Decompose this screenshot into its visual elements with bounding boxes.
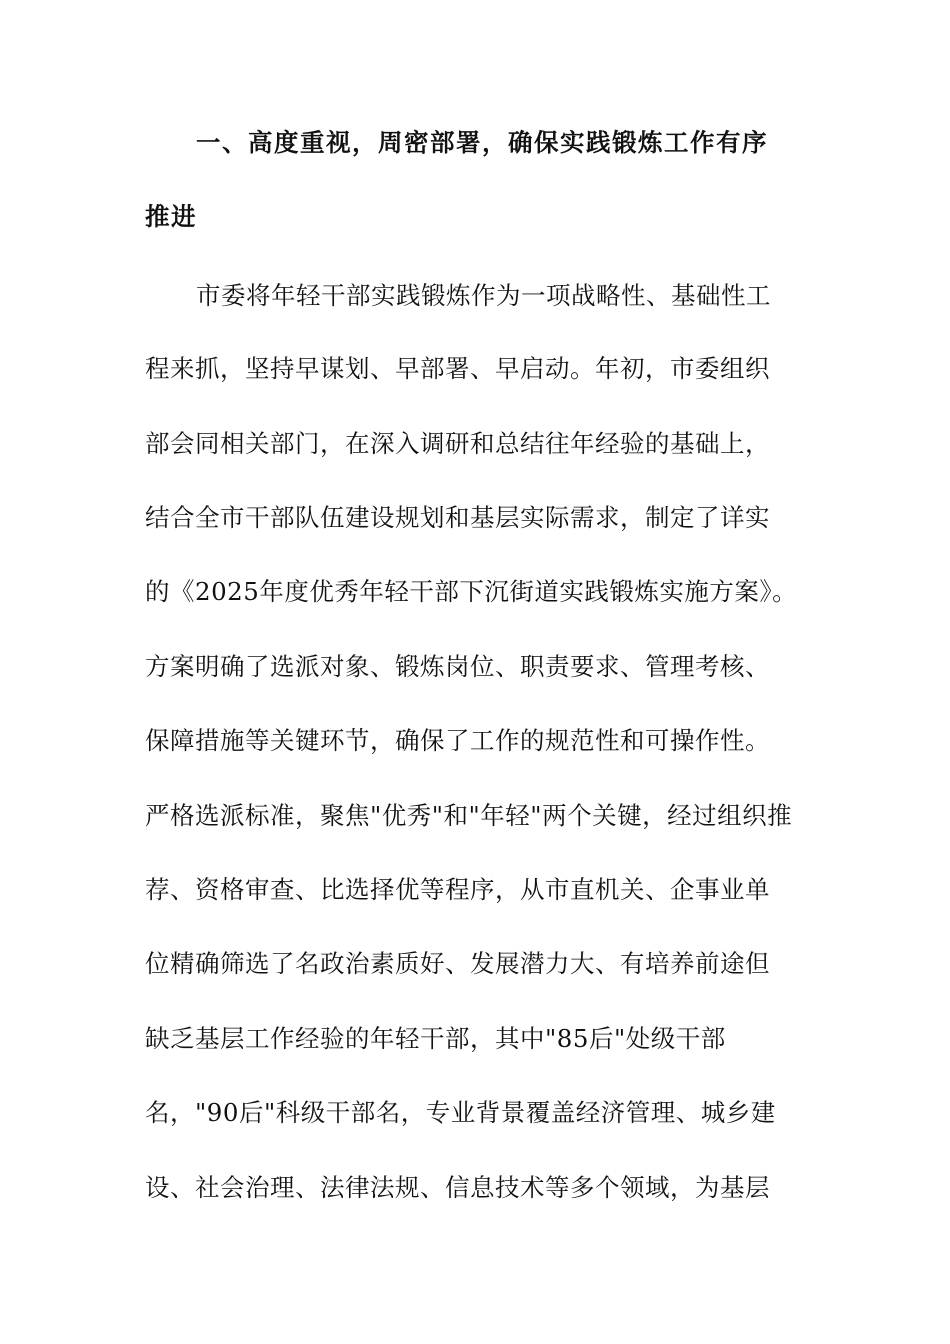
paragraph-line: 严格选派标准，聚焦"优秀"和"年轻"两个关键，经过组织推 [145,801,793,830]
paragraph-line: 位精确筛选了名政治素质好、发展潜力大、有培养前途但 [145,949,770,978]
paragraph-line: 部会同相关部门，在深入调研和总结往年经验的基础上， [145,429,770,458]
paragraph-line: 的《2025年度优秀年轻干部下沉街道实践锻炼实施方案》。 [145,577,798,606]
section-heading-line-2: 推进 [145,202,197,231]
paragraph-line: 缺乏基层工作经验的年轻干部，其中"85后"处级干部 [145,1024,726,1053]
paragraph-line: 市委将年轻干部实践锻炼作为一项战略性、基础性工 [196,281,771,310]
section-heading-line-1: 一、高度重视，周密部署，确保实践锻炼工作有序 [196,128,768,157]
paragraph-line: 荐、资格审查、比选择优等程序，从市直机关、企事业单 [145,875,770,904]
paragraph-line: 方案明确了选派对象、锻炼岗位、职责要求、管理考核、 [145,652,770,681]
paragraph-line: 名，"90后"科级干部名，专业背景覆盖经济管理、城乡建 [145,1098,776,1127]
paragraph-line: 设、社会治理、法律法规、信息技术等多个领域，为基层 [145,1173,770,1202]
paragraph-line: 保障措施等关键环节，确保了工作的规范性和可操作性。 [145,726,770,755]
paragraph-line: 结合全市干部队伍建设规划和基层实际需求，制定了详实 [145,503,770,532]
paragraph-line: 程来抓，坚持早谋划、早部署、早启动。年初，市委组织 [145,354,770,383]
